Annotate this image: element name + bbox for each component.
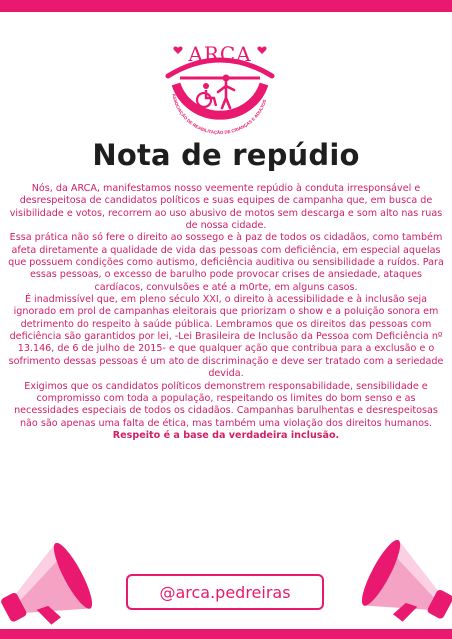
megaphone-icon <box>0 527 114 637</box>
top-accent-bar <box>0 0 452 12</box>
logo-wordmark: ARCA <box>188 42 252 66</box>
paragraph: Exigimos que os candidatos políticos demonstrem responsabilidade, sensibilidade e compromisso com toda a população, respeitando os limites do bom senso e as necessidades especiais de todos os cidadãos. Campanhas barulhentas e desrespeitosas não são apenas uma falta de ética, mas também uma violação dos direitos humanos. <box>14 380 438 429</box>
svg-text:ASSOCIAÇÃO DE REABILITAÇÃO DE: ASSOCIAÇÃO DE REABILITAÇÃO DE CRIANÇAS E ADULTOS <box>171 93 268 136</box>
bottom-accent-bar <box>0 629 452 639</box>
statement-body <box>8 183 444 442</box>
logo-tagline <box>150 14 290 144</box>
megaphone-icon <box>340 524 452 634</box>
paragraph: É inadmissível que, em pleno século XXI, o direito à acessibilidade e à inclusão seja ignorado em prol de campanhas eleitorais que priorizam o show e a poluição sonora em detrimento do respeito à saúde pública. Lembramos que os direitos das pessoas com deficiência são garantidos por lei, -Lei Brasileira de Inclusão da Pessoa com Deficiência nº 13.146, de 6 de julho de 2015- e que qualquer ação que contribua para a exclusão e o sofrimento dessas pessoas é um ato de discriminação e deve ser tratado com a seriedade devida. <box>8 294 444 380</box>
social-handle[interactable]: @arca.pedreiras <box>126 574 324 610</box>
closing-line: Respeito é a base da verdadeira inclusão. <box>112 429 340 441</box>
paragraph: Essa prática não só fere o direito ao sossego e à paz de todos os cidadãos, como também afeta diretamente a qualidade de vida das pessoas com deficiência, em especial aquelas que possuem condições como autismo, deficiência auditiva ou sensibilidade a ruídos. Para essas pessoas, o excesso de barulho pode provocar crises de ansiedade, ataques cardíacos, convulsões e até a m0rte, em alguns casos. <box>8 232 444 293</box>
paragraph: Nós, da ARCA, manifestamos nosso veemente repúdio à conduta irresponsável e desrespeitosa de candidatos políticos e suas equipes de campanha que, em busca de visibilidade e votos, recorrem ao uso abusivo de motos sem descarga e som alto nas ruas de nossa cidade. <box>9 183 443 232</box>
page-title: Nota de repúdio <box>92 138 360 172</box>
